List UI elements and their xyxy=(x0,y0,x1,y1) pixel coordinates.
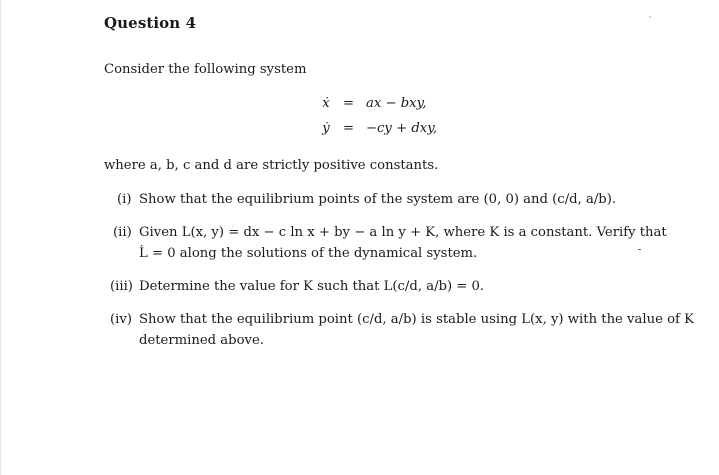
part-i-text: Show that the equilibrium points of the system are (0, 0) and (c/d, a/b). xyxy=(139,192,617,207)
equation-lhs: ẏ xyxy=(322,121,330,136)
scan-speck xyxy=(649,16,651,18)
part-iii-label: (iii) xyxy=(110,279,133,294)
equation-rhs: −cy + dxy, xyxy=(366,121,438,136)
part-ii-label: (ii) xyxy=(113,225,132,240)
part-iv-text-line2: determined above. xyxy=(139,333,264,348)
intro-text: Consider the following system xyxy=(104,62,307,77)
part-i-label: (i) xyxy=(117,192,132,207)
part-iii-text: Determine the value for K such that L(c/d, a/b) = 0. xyxy=(139,279,485,294)
scan-mark xyxy=(638,249,641,250)
part-ii-text-line2: L̇ = 0 along the solutions of the dynamical system. xyxy=(139,246,478,261)
part-ii-text-line1: Given L(x, y) = dx − c ln x + by − a ln y + K, where K is a constant. Verify that xyxy=(139,225,667,240)
part-iv-text-line1: Show that the equilibrium point (c/d, a/b) is stable using L(x, y) with the value of K xyxy=(139,312,694,327)
part-iv-label: (iv) xyxy=(110,312,132,327)
equation-relation: = xyxy=(343,121,355,136)
equation-rhs: ax − bxy, xyxy=(366,96,427,111)
equation-relation: = xyxy=(343,96,355,111)
question-title: Question 4 xyxy=(104,14,197,32)
conditions-text: where a, b, c and d are strictly positive constants. xyxy=(104,158,439,173)
page-edge xyxy=(0,0,1,475)
equation-lhs: ẋ xyxy=(322,96,330,111)
